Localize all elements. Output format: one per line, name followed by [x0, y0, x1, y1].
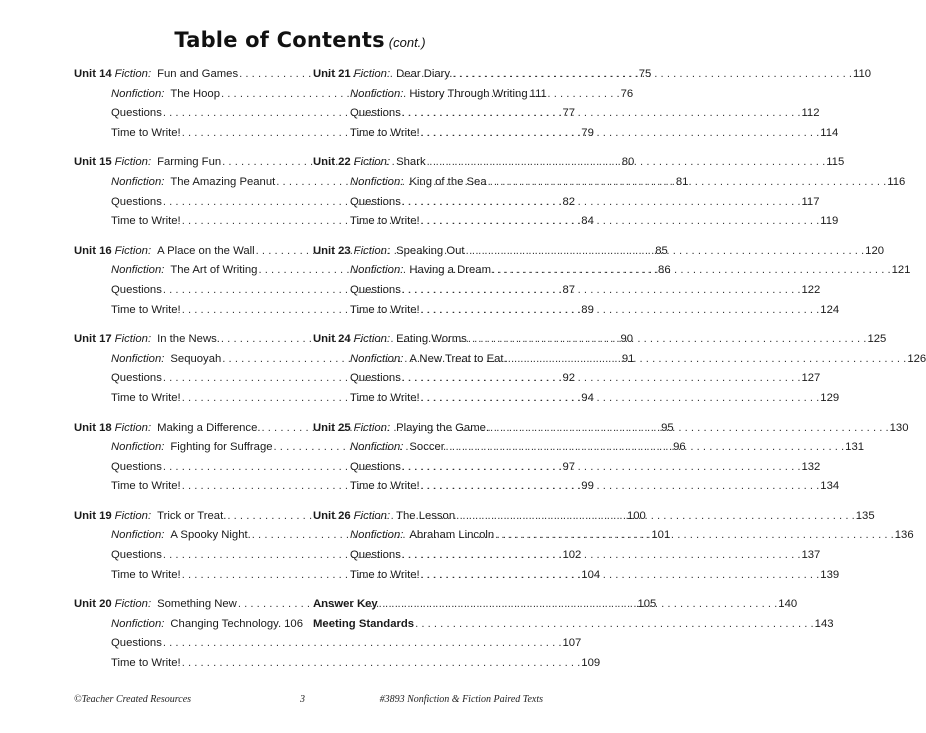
entry-page: 139: [820, 568, 840, 581]
unit-number: Unit 20: [74, 598, 112, 611]
dot-leader: [495, 526, 894, 546]
entry-page: 91: [621, 352, 635, 365]
entry-title: Questions: [111, 549, 162, 562]
entry-page: 135: [855, 509, 875, 522]
dot-leader: [421, 301, 820, 321]
entry-page: 115: [826, 156, 845, 169]
entry-page: 76: [620, 87, 634, 100]
entry-page: 110: [853, 68, 872, 80]
entry-genre: Fiction:: [114, 244, 152, 257]
unit-number: Unit 21: [313, 68, 351, 80]
dot-leader: [402, 369, 801, 389]
entry-title: Time to Write!: [111, 480, 181, 493]
unit-number: Unit 23: [313, 244, 351, 257]
entry-page: 82: [562, 195, 576, 208]
toc-entry: [74, 477, 594, 497]
entry-page: 95: [661, 421, 674, 434]
entry-page: 124: [820, 303, 840, 316]
entry-page: 86: [658, 264, 671, 277]
dot-leader: [402, 281, 801, 301]
entry-page: 122: [801, 283, 821, 296]
entry-genre: Nonfiction:: [350, 175, 404, 188]
entry-title: Questions: [111, 195, 162, 208]
entry-title: Trick or Treat.: [157, 509, 227, 522]
toc-entry: [74, 212, 594, 232]
entry-page: 90: [620, 333, 634, 346]
entry-page: 127: [801, 372, 821, 385]
dot-leader: [182, 654, 581, 674]
entry-title: Time to Write!: [111, 657, 181, 670]
toc-entry: [74, 634, 582, 654]
entry-page: 77: [562, 107, 576, 120]
entry-page: 92: [562, 372, 576, 385]
dot-leader: [421, 212, 820, 232]
dot-leader: [402, 193, 801, 213]
entry-title: Time to Write!: [350, 215, 420, 228]
entry-title: Questions: [350, 549, 401, 562]
dot-leader: [468, 330, 867, 350]
entry-page: 75: [638, 68, 652, 80]
entry-genre: Fiction:: [353, 244, 391, 257]
entry-title: Questions: [111, 460, 162, 473]
unit-number: Unit 22: [313, 156, 351, 169]
dot-leader: [466, 242, 865, 262]
entry-genre: Fiction:: [114, 333, 152, 346]
entry-page: 104: [581, 568, 601, 581]
entry-title: Questions: [111, 107, 162, 120]
title-text: Table of Contents: [174, 28, 385, 52]
entry-page: 107: [562, 637, 582, 650]
entry-genre: Fiction:: [114, 156, 152, 169]
entry-title: Speaking Out: [396, 244, 465, 257]
unit-number: Unit 26: [313, 509, 351, 522]
entry-title: Eating Worms: [396, 333, 467, 346]
dot-leader: [282, 615, 283, 635]
entry-page: 99: [581, 480, 594, 493]
entry-title: Playing the Game.: [396, 421, 490, 434]
entry-page: 121: [891, 264, 911, 277]
entry-title: Questions: [111, 372, 162, 385]
entry-page: 112: [801, 107, 820, 120]
dot-leader: [402, 458, 801, 478]
entry-page: 126: [907, 352, 926, 365]
toc-entry: [74, 369, 576, 389]
toc-entry: [74, 654, 601, 674]
entry-page: 131: [845, 441, 865, 454]
entry-page: 117: [801, 195, 820, 208]
entry-title: Questions: [111, 637, 162, 650]
entry-title: A Spooky Night.: [170, 529, 251, 542]
dot-leader: [379, 595, 778, 615]
toc-entry: [74, 546, 582, 566]
entry-title: Time to Write!: [350, 126, 420, 139]
title-continued: (cont.): [388, 35, 426, 50]
dot-leader: [446, 438, 845, 458]
dot-leader: [488, 173, 887, 193]
entry-title: A Place on the Wall: [157, 244, 255, 257]
entry-title: A New Treat to Eat.: [409, 352, 507, 365]
entry-title: Time to Write!: [350, 303, 420, 316]
dot-leader: [421, 566, 820, 586]
entry-page: 101: [651, 529, 671, 542]
entry-title: Dear Diary.: [396, 68, 453, 80]
dot-leader: [453, 65, 852, 85]
entry-genre: Fiction:: [114, 598, 152, 611]
entry-title: Time to Write!: [111, 568, 181, 581]
entry-page: 84: [581, 215, 594, 228]
entry-page: 129: [820, 391, 840, 404]
entry-genre: Nonfiction:: [350, 529, 404, 542]
entry-title: Questions: [350, 195, 401, 208]
entry-page: 114: [820, 126, 839, 139]
entry-title: Time to Write!: [350, 391, 420, 404]
entry-genre: Fiction:: [353, 509, 391, 522]
entry-title: Fighting for Suffrage: [170, 441, 273, 454]
entry-title: Farming Fun: [157, 156, 222, 169]
unit-number: Unit 17: [74, 333, 112, 346]
entry-genre: Fiction:: [353, 333, 391, 346]
entry-page: 120: [865, 244, 885, 257]
entry-genre: Nonfiction:: [350, 352, 404, 365]
entry-page: 96: [673, 441, 686, 454]
dot-leader: [508, 350, 907, 370]
unit-number: Unit 18: [74, 421, 112, 434]
entry-title: The Art of Writing: [170, 264, 258, 277]
entry-title: Time to Write!: [111, 215, 181, 228]
unit-number: Unit 16: [74, 244, 112, 257]
entry-page: 94: [581, 391, 594, 404]
entry-genre: Fiction:: [353, 68, 391, 80]
entry-page: 97: [562, 460, 576, 473]
entry-title: Something New: [157, 598, 237, 611]
entry-genre: Nonfiction:: [111, 175, 165, 188]
toc-entry: [74, 301, 594, 321]
toc-entry: [74, 615, 303, 635]
dot-leader: [421, 477, 820, 497]
toc-extra-entry: [313, 615, 834, 635]
entry-page: 125: [867, 333, 887, 346]
entry-genre: Nonfiction:: [111, 352, 165, 365]
footer-page-number: 3: [300, 694, 305, 705]
entry-genre: Fiction:: [353, 421, 391, 434]
entry-title: The Amazing Peanut: [170, 175, 276, 188]
entry-page: 136: [894, 529, 914, 542]
unit-number: Unit 24: [313, 333, 351, 346]
entry-title: Questions: [350, 283, 401, 296]
entry-title: Questions: [350, 107, 401, 120]
entry-title: Questions: [350, 372, 401, 385]
entry-page: 100: [626, 509, 646, 522]
dot-leader: [163, 634, 562, 654]
entry-page: 87: [562, 283, 576, 296]
entry-title: Time to Write!: [111, 391, 181, 404]
entry-page: 111: [529, 87, 547, 100]
dot-leader: [402, 104, 801, 124]
entry-page: 80: [621, 156, 635, 169]
entry-genre: Fiction:: [114, 421, 152, 434]
page-title: [0, 28, 600, 52]
toc-entry: [74, 193, 576, 213]
entry-page: 102: [562, 549, 582, 562]
entry-page: 81: [675, 175, 689, 188]
dot-leader: [456, 507, 855, 527]
entry-title: Changing Technology.: [170, 617, 282, 630]
dot-leader: [402, 546, 801, 566]
toc-entry: [74, 458, 576, 478]
entry-title: King of the Sea: [409, 175, 487, 188]
toc-entry: [74, 124, 594, 144]
entry-genre: Nonfiction:: [350, 87, 404, 100]
entry-title: Questions: [350, 460, 401, 473]
footer-book-title: #3893 Nonfiction & Fiction Paired Texts: [379, 694, 543, 705]
entry-page: 106: [284, 617, 303, 630]
entry-title: Meeting Standards: [313, 617, 415, 630]
entry-title: History Through Writing: [409, 87, 528, 100]
entry-page: 134: [820, 480, 840, 493]
entry-genre: Nonfiction:: [111, 87, 165, 100]
entry-title: Answer Key: [313, 598, 378, 611]
entry-title: Abraham Lincoln: [409, 529, 495, 542]
dot-leader: [415, 615, 814, 635]
unit-number: Unit 19: [74, 509, 112, 522]
entry-genre: Fiction:: [353, 156, 391, 169]
entry-genre: Nonfiction:: [350, 264, 404, 277]
entry-title: Time to Write!: [111, 303, 181, 316]
entry-title: Shark: [396, 156, 426, 169]
entry-page: 105: [637, 598, 657, 611]
entry-genre: Nonfiction:: [350, 441, 404, 454]
toc-entry: [313, 85, 547, 105]
entry-page: 85: [655, 244, 668, 257]
entry-page: 119: [820, 215, 839, 228]
entry-title: Soccer: [409, 441, 445, 454]
entry-genre: Nonfiction:: [111, 529, 165, 542]
entry-page: 89: [581, 303, 594, 316]
entry-page: 109: [581, 657, 601, 670]
entry-title: Fun and Games: [157, 68, 239, 80]
footer-publisher: ©Teacher Created Resources: [74, 694, 192, 705]
entry-title: The Lesson: [396, 509, 456, 522]
entry-title: Time to Write!: [350, 568, 420, 581]
entry-title: Making a Difference.: [157, 421, 261, 434]
unit-number: Unit 14: [74, 68, 112, 80]
dot-leader: [492, 261, 891, 281]
page-footer: [0, 694, 600, 710]
entry-page: 79: [581, 126, 594, 139]
dot-leader: [421, 389, 820, 409]
entry-page: 130: [889, 421, 909, 434]
entry-genre: Fiction:: [114, 68, 152, 80]
entry-title: The Hoop: [170, 87, 220, 100]
entry-page: 116: [887, 175, 906, 188]
dot-leader: [490, 419, 889, 439]
entry-title: Questions: [111, 283, 162, 296]
entry-title: Time to Write!: [350, 480, 420, 493]
entry-page: 140: [778, 598, 798, 611]
entry-page: 143: [814, 617, 834, 630]
entry-genre: Nonfiction:: [111, 617, 165, 630]
toc-entry: [74, 104, 576, 124]
entry-page: 137: [801, 549, 821, 562]
entry-title: Time to Write!: [111, 126, 181, 139]
toc-entry: [74, 566, 601, 586]
toc-entry: [74, 389, 594, 409]
unit-number: Unit 15: [74, 156, 112, 169]
dot-leader: [421, 124, 820, 144]
entry-page: 132: [801, 460, 821, 473]
entry-genre: Nonfiction:: [111, 264, 165, 277]
entry-title: In the News.: [157, 333, 220, 346]
toc-entry: [74, 281, 576, 301]
dot-leader: [427, 153, 826, 173]
entry-genre: Fiction:: [114, 509, 152, 522]
entry-title: Sequoyah: [170, 352, 222, 365]
entry-title: Having a Dream: [409, 264, 491, 277]
entry-genre: Nonfiction:: [111, 441, 165, 454]
unit-number: Unit 25: [313, 421, 351, 434]
